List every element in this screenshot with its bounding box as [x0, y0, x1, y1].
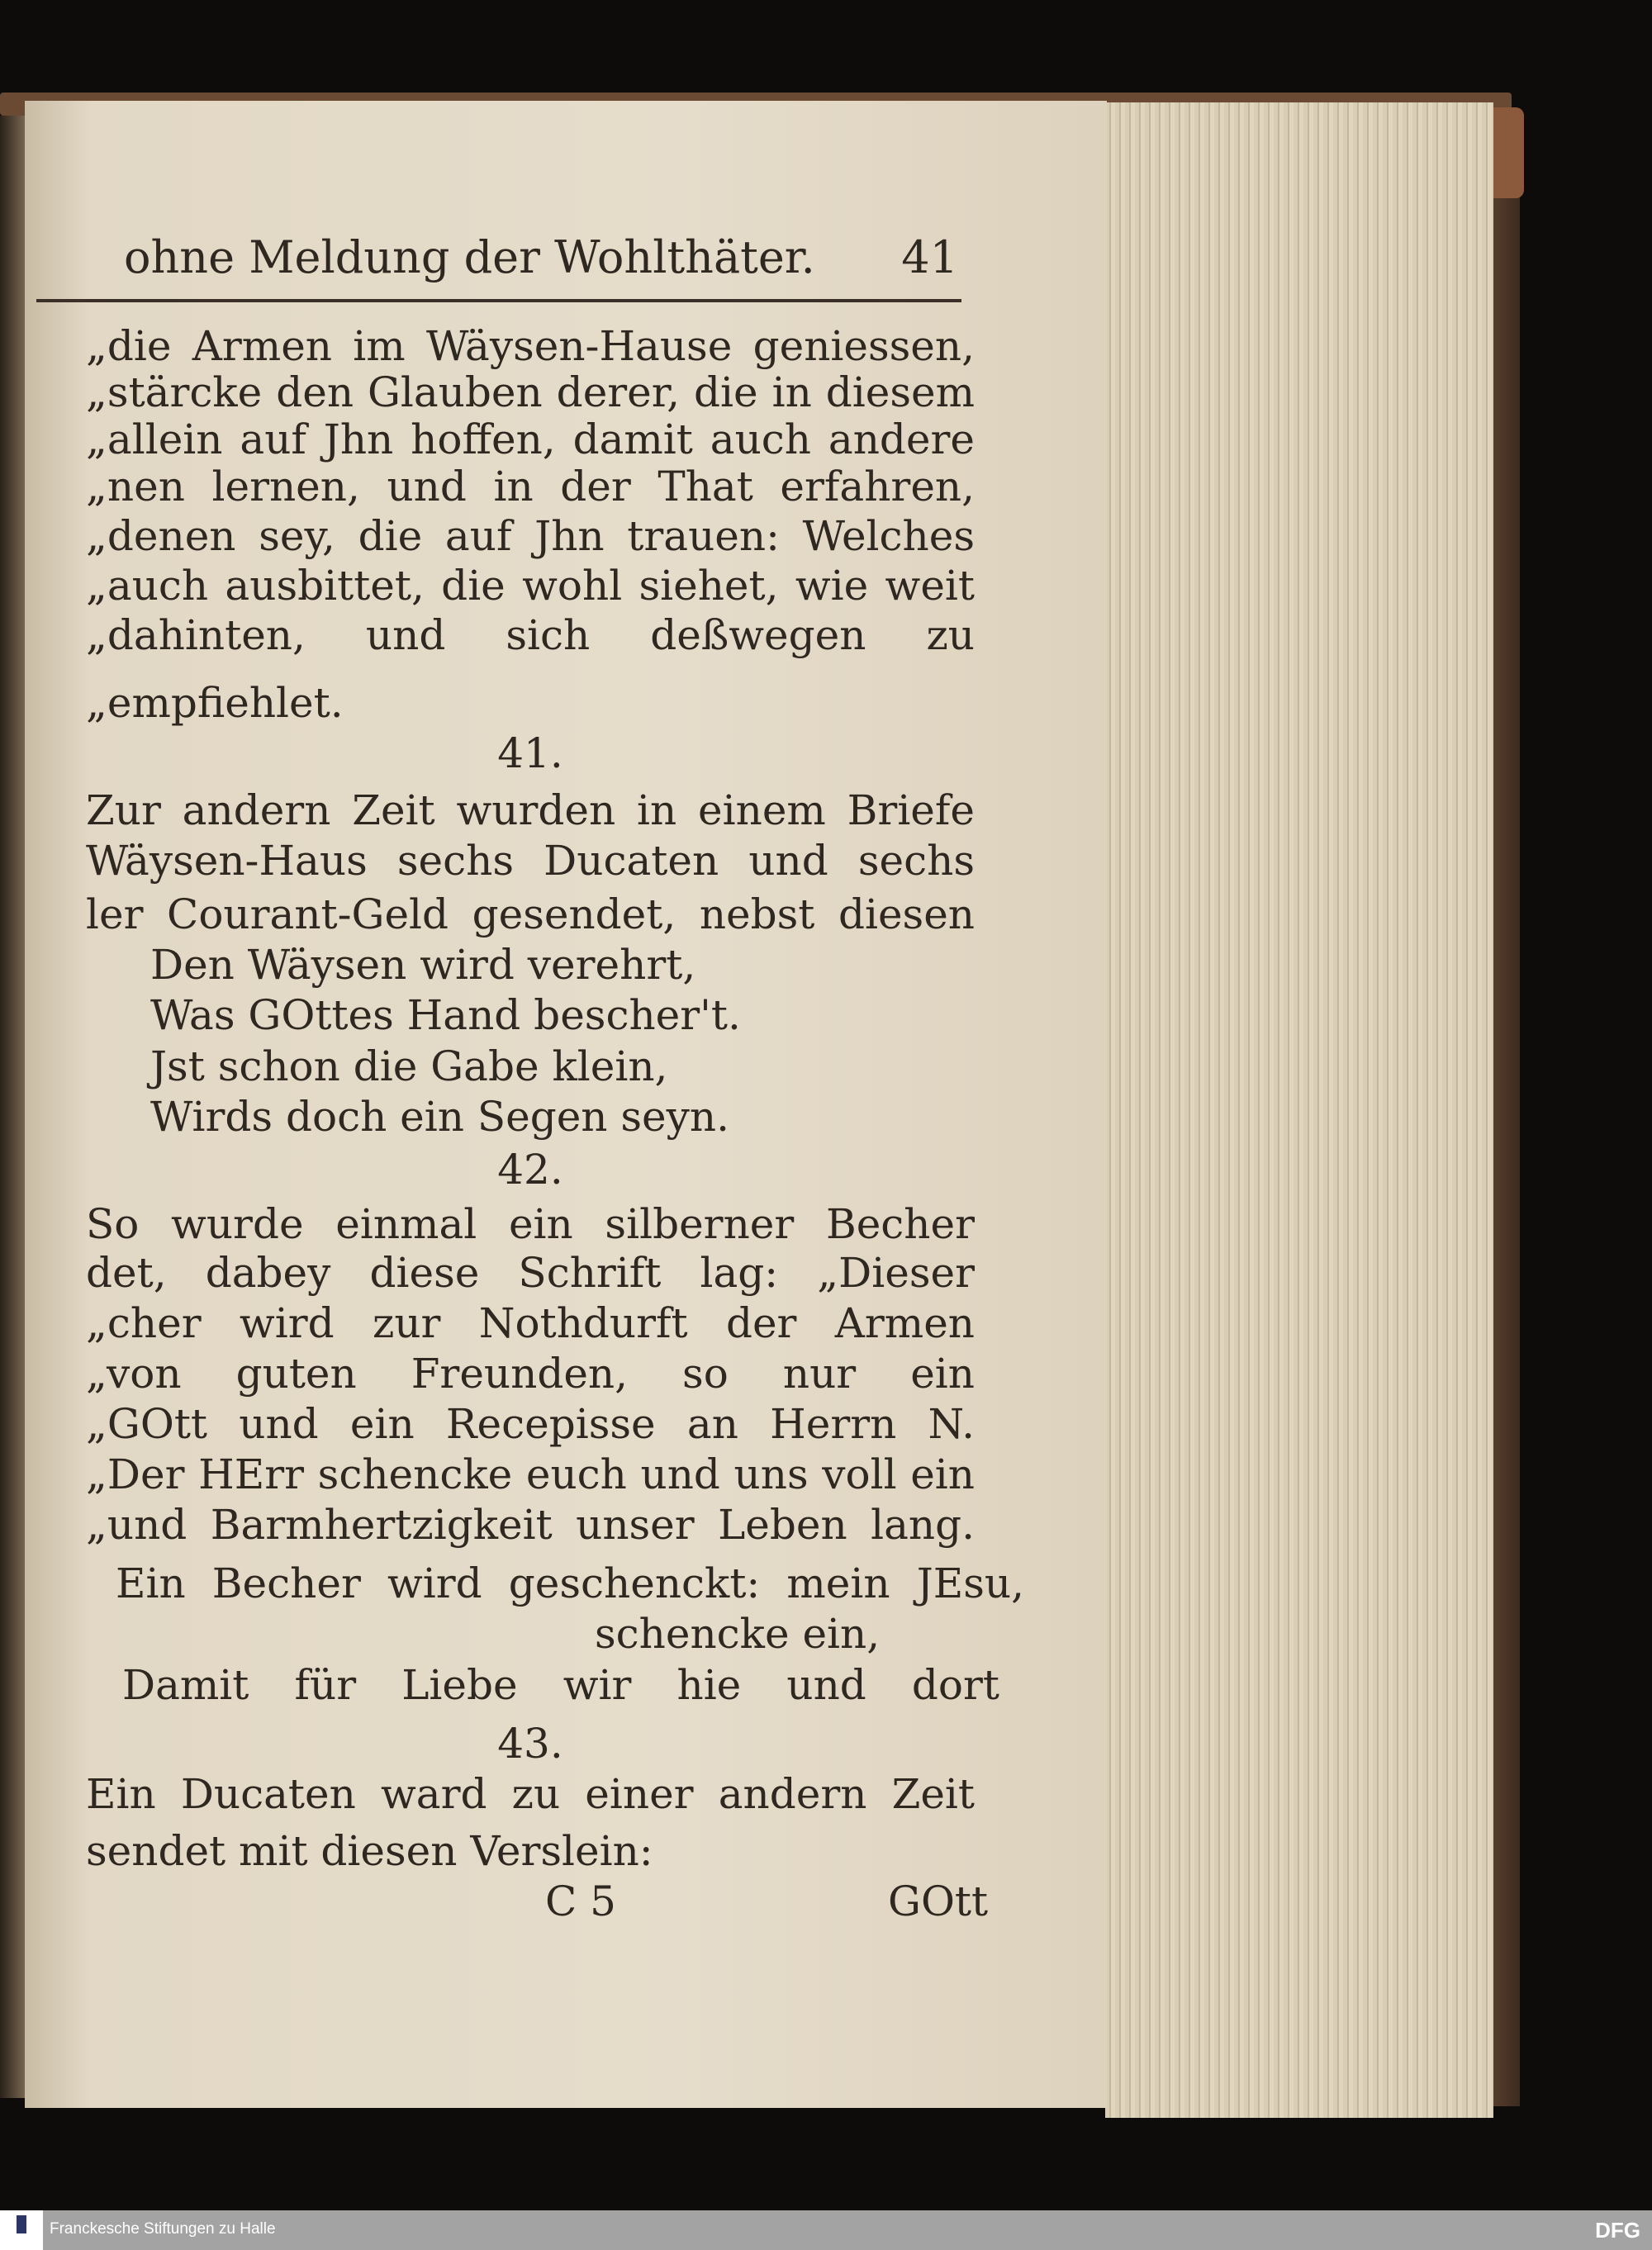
text-line: So wurde einmal ein silberner Becher: [86, 1200, 975, 1248]
text-line: „GOtt und ein Recepisse an Herrn N.: [86, 1400, 975, 1448]
text-line: „allein auf Jhn hoffen, damit auch andere: [86, 415, 975, 463]
header-rule: [36, 299, 961, 302]
section-number: 41.: [497, 729, 563, 777]
text-line: Zur andern Zeit wurden in einem Briefe: [86, 786, 975, 834]
text-line: „nen lernen, und in der That erfahren,: [86, 463, 975, 510]
text-line: ler Courant-Geld gesendet, nebst diesen: [86, 890, 975, 938]
verse-line: schencke ein,: [595, 1610, 881, 1658]
section-number: 43.: [497, 1720, 563, 1768]
verse-line: Was GOttes Hand bescher't.: [150, 991, 741, 1039]
catchword: GOtt: [888, 1877, 989, 1925]
text-line: „cher wird zur Nothdurft der Armen: [86, 1299, 975, 1347]
text-line: det, dabey diese Schrift lag: „Dieser: [86, 1249, 975, 1297]
text-line: „von guten Freunden, so nur ein: [86, 1350, 975, 1398]
text-line: „auch ausbittet, die wohl siehet, wie weit: [86, 562, 975, 610]
text-line: „und Barmhertzigkeit unser Leben lang.: [86, 1501, 975, 1549]
previous-page-edge: [0, 116, 26, 2098]
text-line: sendet mit diesen Verslein:: [86, 1827, 653, 1875]
section-number: 42.: [497, 1146, 563, 1194]
viewer-footer: [0, 2210, 1652, 2250]
verse-line: Damit für Liebe wir hie und dort: [122, 1661, 999, 1709]
institution-name: Franckesche Stiftungen zu Halle: [50, 2220, 276, 2238]
running-head-title: ohne Meldung der Wohlthäter.: [124, 231, 815, 283]
page-number: 41: [901, 231, 958, 283]
text-line: Ein Ducaten ward zu einer andern Zeit: [86, 1770, 975, 1818]
page-block-edges: [1105, 102, 1493, 2118]
text-line: „Der HErr schencke euch und uns voll ein: [86, 1450, 975, 1498]
verse-line: Den Wäysen wird verehrt,: [150, 941, 696, 989]
signature-mark: C 5: [545, 1877, 616, 1925]
text-line: „stärcke den Glauben derer, die in diesem: [86, 368, 975, 416]
verse-line: Jst schon die Gabe klein,: [150, 1042, 668, 1090]
verse-line: Ein Becher wird geschenckt: mein JEsu,: [116, 1559, 1024, 1607]
text-line: „dahinten, und sich deßwegen zu: [86, 611, 975, 659]
text-line: „die Armen im Wäysen-Hause geniessen,: [86, 322, 975, 370]
institution-logo: [0, 2210, 43, 2250]
text-line: Wäysen-Haus sechs Ducaten und sechs: [86, 837, 975, 885]
text-line: „denen sey, die auf Jhn trauen: Welches: [86, 512, 975, 560]
verse-line: Wirds doch ein Segen seyn.: [150, 1093, 729, 1141]
logo-emblem-icon: [17, 2215, 26, 2233]
dfg-logo: DFG: [1595, 2218, 1640, 2243]
text-line: „empfiehlet.: [86, 679, 344, 727]
